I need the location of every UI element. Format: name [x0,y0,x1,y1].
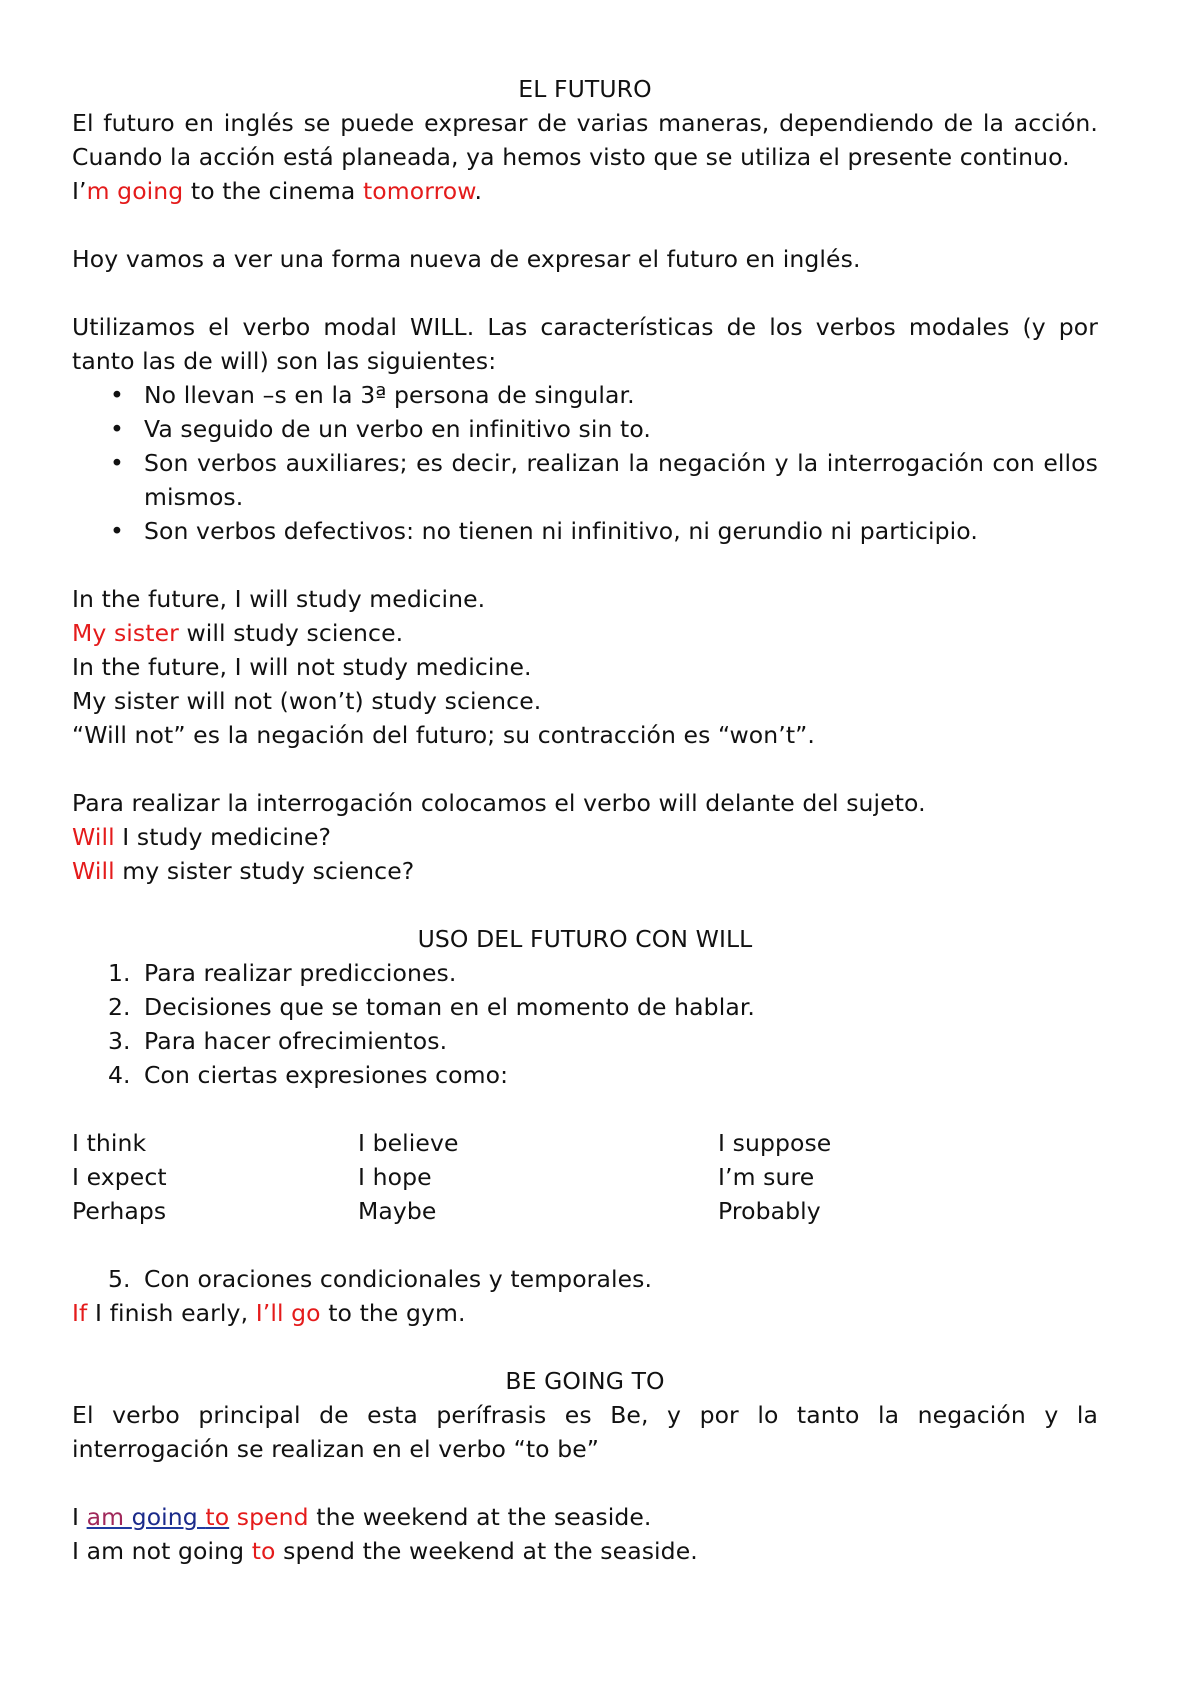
section-heading-will: USO DEL FUTURO CON WILL [417,925,753,953]
expression-cell: Maybe [358,1197,437,1225]
blank-line [72,752,1098,786]
new-form-paragraph: Hoy vamos a ver una forma nueva de expresar el futuro en inglés. [72,245,861,273]
expression-cell: I believe [358,1129,459,1157]
blank-line [72,208,1098,242]
list-number: 4. [108,1061,131,1089]
list-item: • Son verbos auxiliares; es decir, realizan la negación y la interrogación con ellos mismos. [72,446,1098,514]
list-item-text: Con ciertas expresiones como: [144,1061,509,1089]
text-segment: spend the weekend at the seaside. [275,1537,698,1565]
example-line: In the future, I will study medicine. [72,585,486,613]
text-segment: will study science. [178,619,404,647]
highlight-text: m going [86,177,184,205]
text-segment: I am not going [72,1537,252,1565]
intro-example [72,174,1098,208]
expression-cell: I think [72,1129,147,1157]
list-item [72,990,1098,1024]
text-segment: my sister study science? [114,857,415,885]
intro-paragraph: El futuro en inglés se puede expresar de varias maneras, dependiendo de la acción. Cuando la acción está planeada, ya hemos visto que se utiliza el presente continuo. [72,109,1098,171]
blank-line [72,888,1098,922]
highlight-text: to [251,1537,276,1565]
text-segment: to the cinema [183,177,363,205]
expression-cell: I’m sure [718,1163,815,1191]
section-heading-going-to: BE GOING TO [505,1367,665,1395]
list-number: 1. [108,959,131,987]
highlight-text: Will [72,857,115,885]
text-segment: the weekend at the seaside. [308,1503,652,1531]
expressions-grid [72,1126,1098,1228]
list-number: 3. [108,1027,131,1055]
list-item-text: Para realizar predicciones. [144,959,457,987]
list-item-text: Para hacer ofrecimientos. [144,1027,448,1055]
conditional-example [72,1296,1098,1330]
list-item [72,1058,1098,1092]
list-number: 5. [108,1265,131,1293]
list-item [72,1262,1098,1296]
expression-cell: Perhaps [72,1197,167,1225]
blank-line [72,1228,1098,1262]
interrogation-intro: Para realizar la interrogación colocamos el verbo will delante del sujeto. [72,789,926,817]
text-segment: . [474,177,483,205]
blank-line [72,1330,1098,1364]
question-line [72,820,1098,854]
going-to-paragraph: El verbo principal de esta perífrasis es Be, y por lo tanto la negación y la interrogación se realizan en el verbo “to be” [72,1401,1098,1463]
highlight-text: If [72,1299,88,1327]
example-line [72,616,1098,650]
list-item-text: Con oraciones condicionales y temporales. [144,1265,653,1293]
list-item-text: Decisiones que se toman en el momento de hablar. [144,993,755,1021]
highlight-text: going [131,1503,206,1531]
text-segment: I study medicine? [114,823,332,851]
highlight-text: Will [72,823,115,851]
expression-cell: I hope [358,1163,432,1191]
document-page [72,72,1098,1568]
text-segment: I finish early, [87,1299,256,1327]
text-segment: I’ [72,177,87,205]
expression-cell: I suppose [718,1129,832,1157]
blank-line [72,1092,1098,1126]
page-title: EL FUTURO [518,75,652,103]
example-line: “Will not” es la negación del futuro; su contracción es “won’t”. [72,721,815,749]
highlight-text: to [205,1503,230,1531]
modal-characteristics-list [72,378,1098,548]
example-line: In the future, I will not study medicine. [72,653,532,681]
list-number: 2. [108,993,131,1021]
going-to-example [72,1500,1098,1534]
highlight-text: am [86,1503,132,1531]
highlight-text: My sister [72,619,179,647]
blank-line [72,276,1098,310]
modal-intro-paragraph: Utilizamos el verbo modal WILL. Las características de los verbos modales (y por tanto las de will) son las siguientes: [72,313,1098,375]
list-item: • No llevan –s en la 3ª persona de singular. [72,378,1098,412]
highlight-text: I’ll go [255,1299,321,1327]
list-item [72,956,1098,990]
highlight-text: spend [229,1503,309,1531]
highlight-text: tomorrow [362,177,475,205]
expression-cell: I expect [72,1163,167,1191]
blank-line [72,548,1098,582]
going-to-negative-example [72,1534,1098,1568]
text-segment: I [72,1503,87,1531]
blank-line [72,1466,1098,1500]
expression-cell: Probably [718,1197,821,1225]
uses-list [72,956,1098,1092]
example-line: My sister will not (won’t) study science. [72,687,542,715]
uses-list-continued [72,1262,1098,1296]
list-item: • Son verbos defectivos: no tienen ni infinitivo, ni gerundio ni participio. [72,514,1098,548]
question-line [72,854,1098,888]
list-item [72,1024,1098,1058]
text-segment: to the gym. [320,1299,466,1327]
list-item: • Va seguido de un verbo en infinitivo sin to. [72,412,1098,446]
